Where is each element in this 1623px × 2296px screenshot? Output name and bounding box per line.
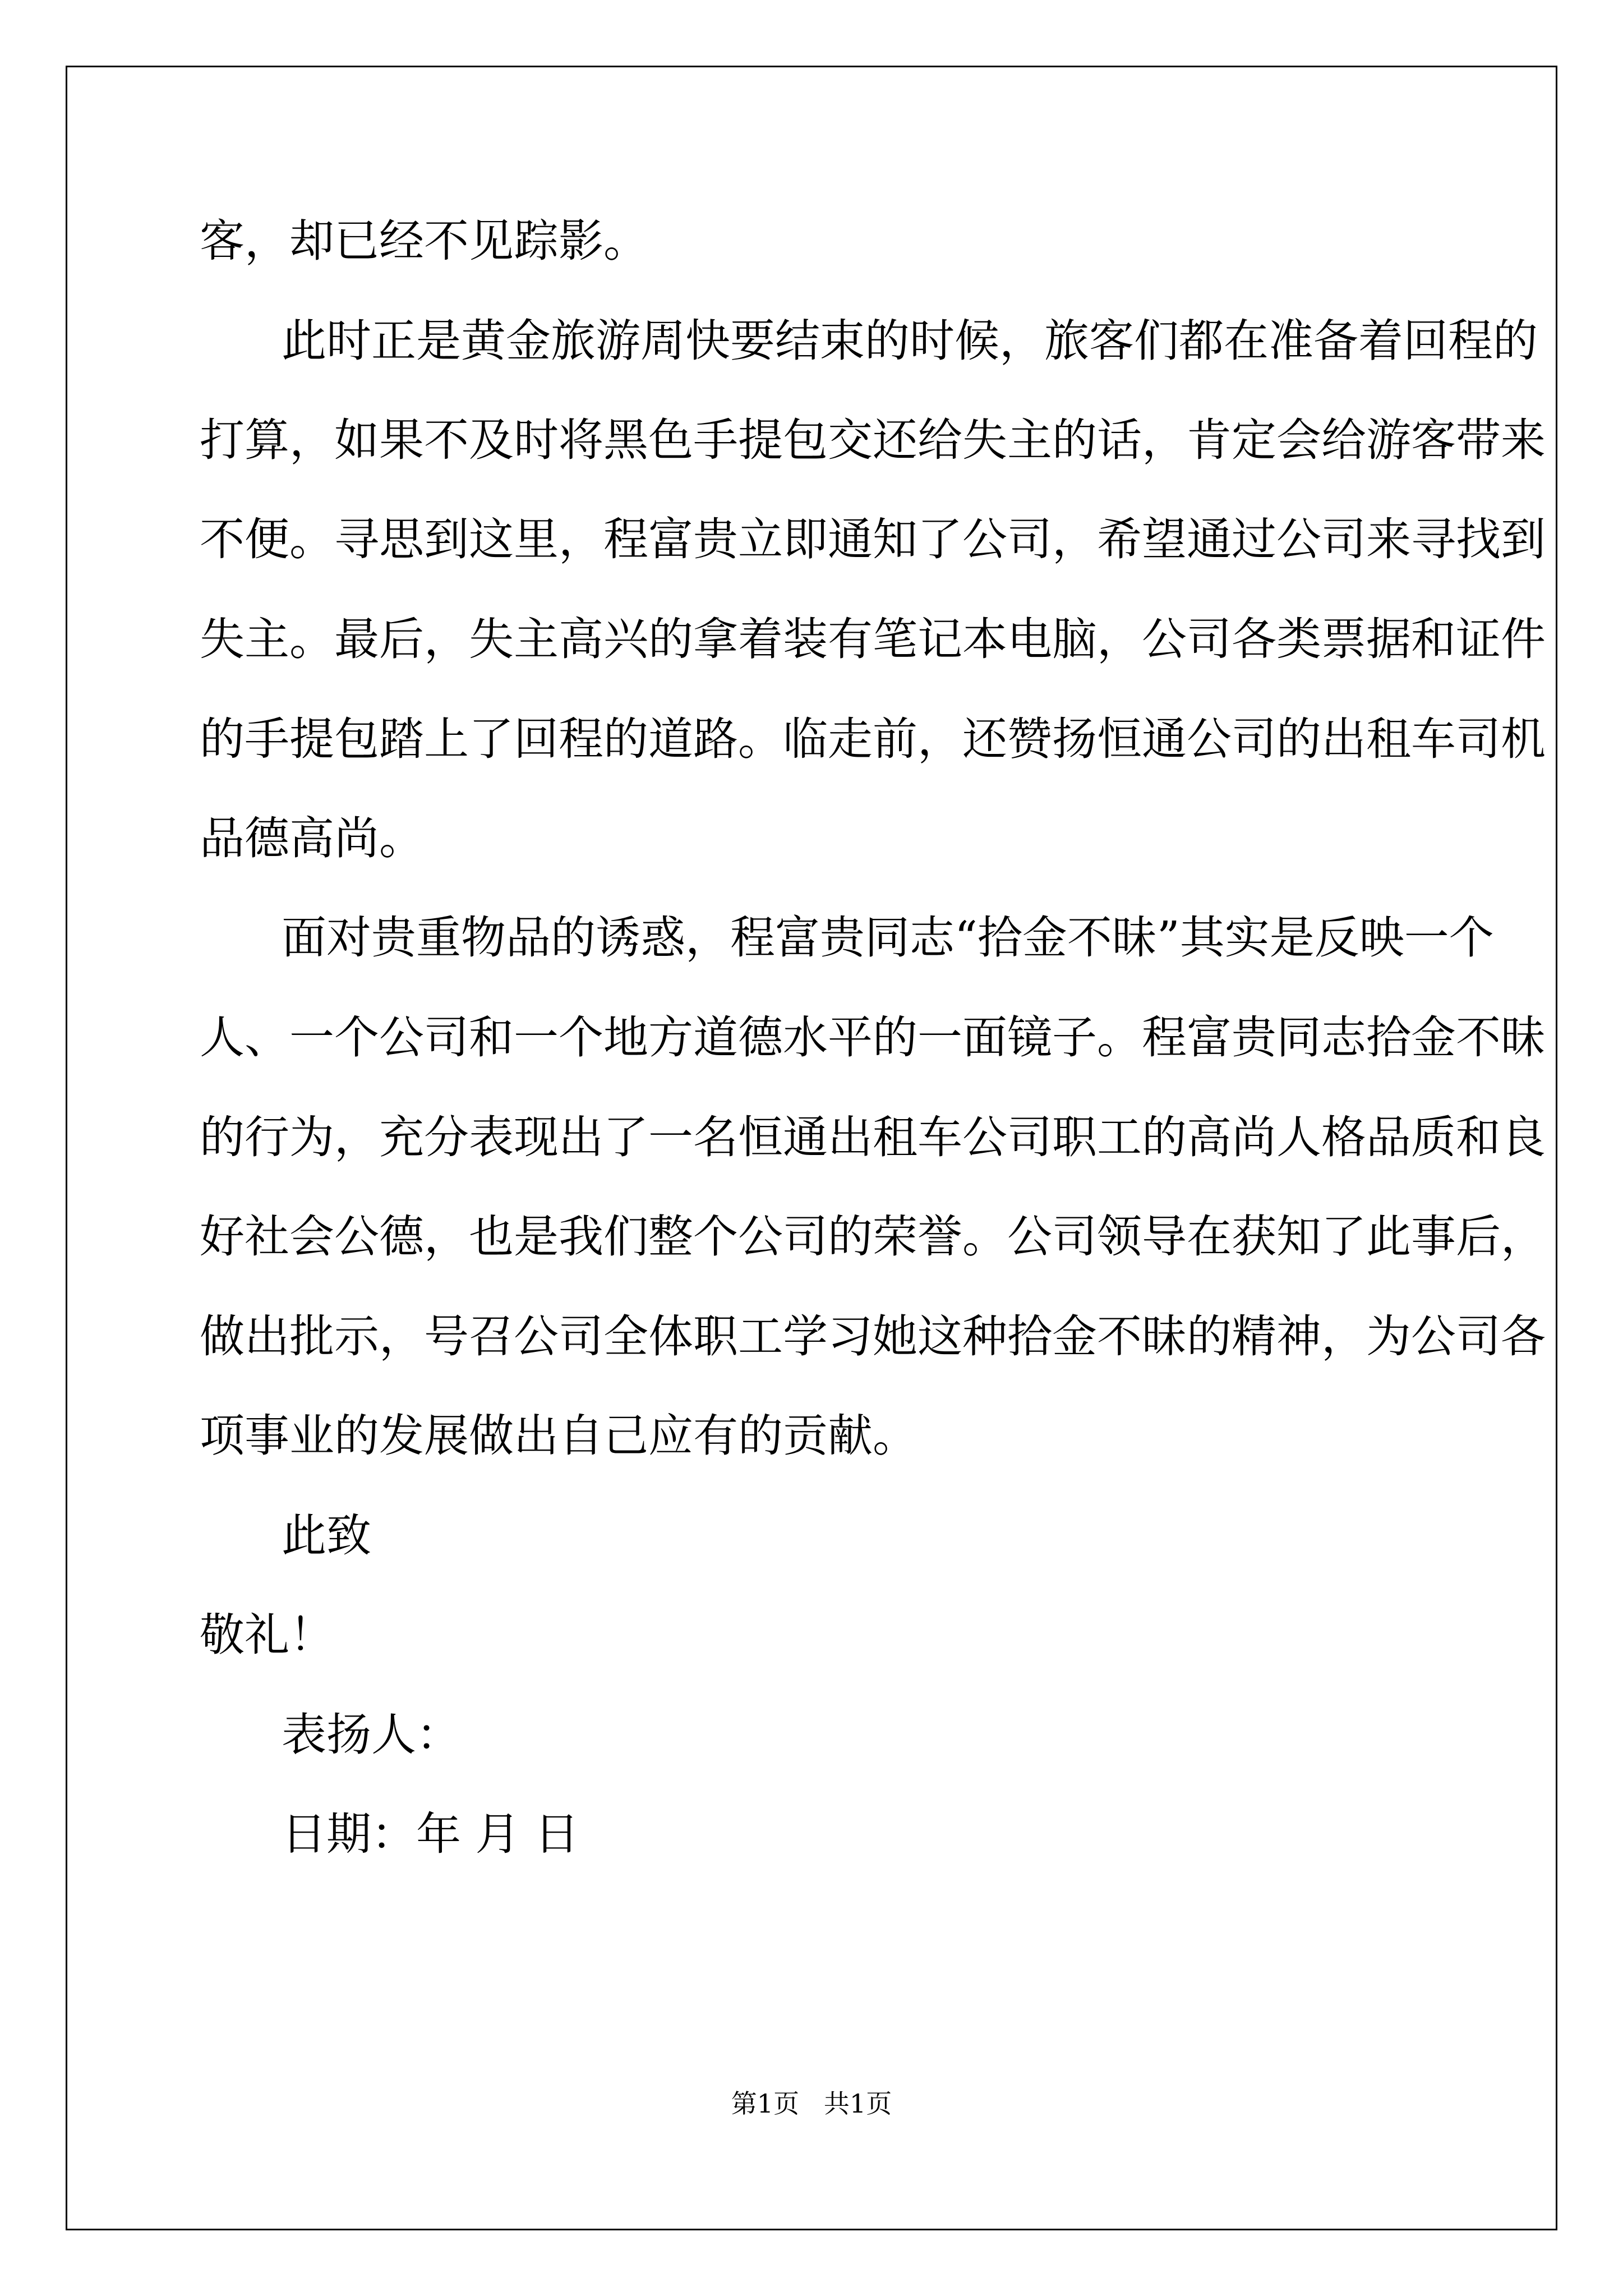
paragraph-1-line: 失主。最后，失主高兴的拿着装有笔记本电脑，公司各类票据和证件 — [200, 613, 1546, 665]
paragraph-2-line: 做出批示，号召公司全体职工学习她这种拾金不昧的精神，为公司各 — [200, 1310, 1546, 1363]
date-label: 日期：年 月 日 — [282, 1808, 579, 1860]
paragraph-2-line: 的行为，充分表现出了一名恒通出租车公司职工的高尚人格品质和良 — [200, 1111, 1546, 1163]
paragraph-2-line: 项事业的发展做出自己应有的贡献。 — [200, 1410, 917, 1462]
closing-phrase: 此致 — [282, 1510, 371, 1562]
page-number-footer: 第1页 共1页 — [731, 2088, 892, 2119]
paragraph-2-line: 面对贵重物品的诱惑，程富贵同志“拾金不昧”其实是反映一个 — [282, 912, 1494, 964]
salutation: 敬礼！ — [200, 1609, 334, 1661]
paragraph-2-line: 人、一个公司和一个地方道德水平的一面镜子。程富贵同志拾金不昧 — [200, 1011, 1546, 1064]
paragraph-1-line: 打算，如果不及时将黑色手提包交还给失主的话，肯定会给游客带来 — [200, 414, 1546, 466]
paragraph-1-line: 的手提包踏上了回程的道路。临走前，还赞扬恒通公司的出租车司机 — [200, 713, 1546, 765]
signer-label: 表扬人： — [282, 1709, 461, 1761]
paragraph-1-line: 不便。寻思到这里，程富贵立即通知了公司，希望通过公司来寻找到 — [200, 513, 1546, 565]
paragraph-1-line: 品德高尚。 — [200, 812, 424, 864]
text-line: 客，却已经不见踪影。 — [200, 215, 648, 267]
paragraph-1-line: 此时正是黄金旅游周快要结束的时候，旅客们都在准备着回程的 — [282, 315, 1538, 367]
paragraph-2-line: 好社会公德，也是我们整个公司的荣誉。公司领导在获知了此事后， — [200, 1211, 1546, 1263]
